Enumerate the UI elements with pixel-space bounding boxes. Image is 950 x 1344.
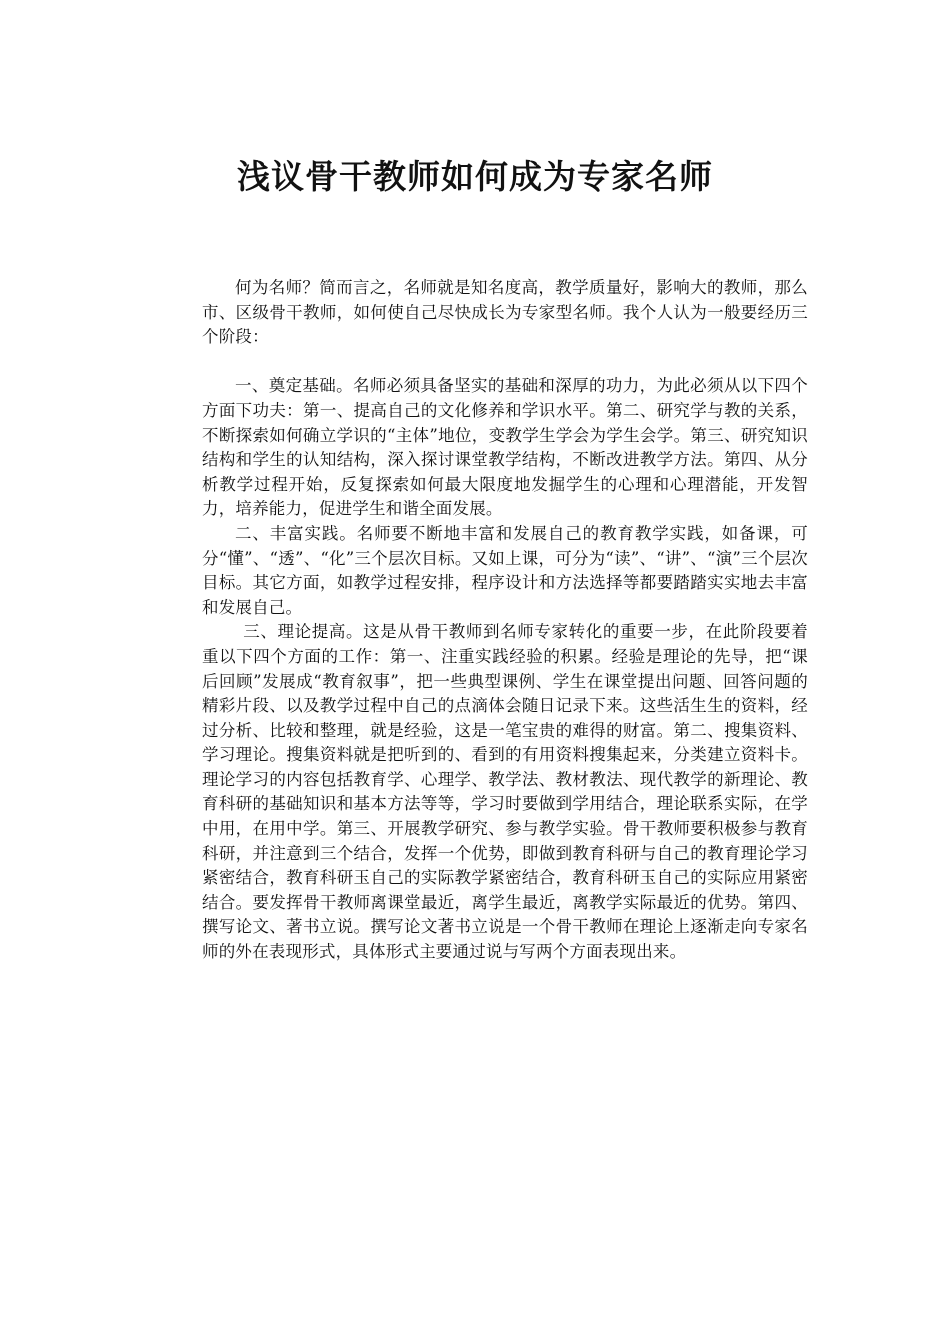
paragraph-intro: 何为名师？简而言之，名师就是知名度高，教学质量好，影响大的教师，那么市、区级骨干教师，如何使自己尽快成长为专家型名师。我个人认为一般要经历三个阶段： [202, 278, 808, 347]
paragraph-theory: 三、理论提高。这是从骨干教师到名师专家转化的重要一步，在此阶段要着重以下四个方面的工作：第一、注重实践经验的积累。经验是理论的先导，把“课后回顾”发展成“教育叙事”，把一些典型课例、学生在课堂提出问题、回答问题的精彩片段、以及教学过程中自己的点滴体会随日记录下来。这些活生生的资料，经过分析、比较和整理，就是经验，这是一笔宝贵的难得的财富。第二、搜集资料、学习理论。搜集资料就是把听到的、看到的有用资料搜集起来，分类建立资料卡。理论学习的内容包括教育学、心理学、教学法、教材教法、现代教学的新理论、教育科研的基础知识和基本方法等等，学习时要做到学用结合，理论联系实际，在学中用，在用中学。第三、开展教学研究、参与教学实验。骨干教师要积极参与教育科研，并注意到三个结合，发挥一个优势，即做到教育科研与自己的教育理论学习紧密结合，教育科研玉自己的实际教学紧密结合，教育科研玉自己的实际应用紧密结合。要发挥骨干教师离课堂最近，离学生最近，离教学实际最近的优势。第四、撰写论文、著书立说。撰写论文著书立说是一个骨干教师在理论上逐渐走向专家名师的外在表现形式，具体形式主要通过说与写两个方面表现出来。 [202, 622, 808, 962]
paragraph-foundation: 一、奠定基础。名师必须具备坚实的基础和深厚的功力，为此必须从以下四个方面下功夫：第一、提高自己的文化修养和学识水平。第二、研究学与教的关系，不断探索如何确立学识的“主体”地位，变教学生学会为学生会学。第三、研究知识结构和学生的认知结构，深入探讨课堂教学结构，不断改进教学方法。第四、从分析教学过程开始，反复探索如何最大限度地发掘学生的心理和心理潜能，开发智力，培养能力，促进学生和谐全面发展。 [202, 376, 808, 519]
document-body [202, 276, 808, 965]
paragraph-practice: 二、丰富实践。名师要不断地丰富和发展自己的教育教学实践，如备课，可分“懂”、“透”、“化”三个层次目标。又如上课，可分为“读”、“讲”、“演”三个层次目标。其它方面，如教学过程安排，程序设计和方法选择等都要踏踏实实地去丰富和发展自己。 [202, 523, 808, 617]
document-title: 浅议骨干教师如何成为专家名师 [237, 157, 713, 196]
